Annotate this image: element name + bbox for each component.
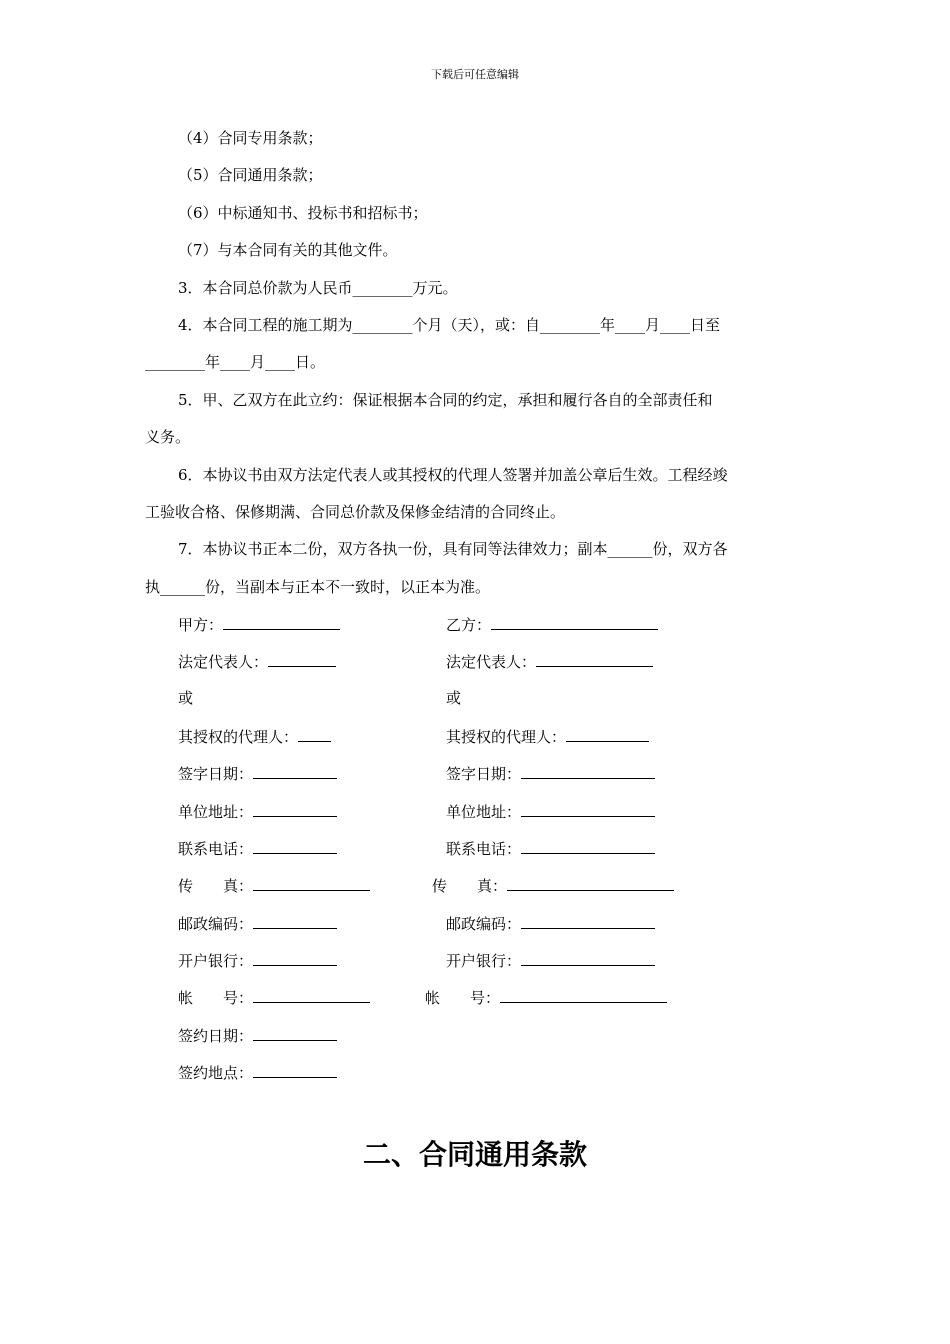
party-b-sign-date: 签字日期：: [446, 763, 655, 784]
party-b-agent: 其授权的代理人：: [446, 726, 649, 747]
party-b-postcode: 邮政编码：: [446, 913, 655, 934]
list-item: （6）中标通知书、投标书和招标书；: [178, 204, 428, 222]
party-b-or: 或: [446, 689, 462, 707]
clause-7-cont: 执______份，当副本与正本不一致时，以正本为准。: [145, 578, 491, 596]
party-b-address: 单位地址：: [446, 801, 655, 822]
party-a-rep: 法定代表人：: [178, 651, 336, 672]
party-a-fax: 传 真：: [178, 875, 370, 896]
clause-6: 6．本协议书由双方法定代表人或其授权的代理人签署并加盖公章后生效。工程经竣: [178, 466, 728, 484]
clause-5-cont: 义务。: [145, 428, 191, 446]
clause-4-cont: ________年____月____日。: [145, 353, 326, 371]
party-b-phone: 联系电话：: [446, 838, 655, 859]
clause-5: 5．甲、乙双方在此立约：保证根据本合同的约定，承担和履行各自的全部责任和: [178, 391, 713, 409]
party-a-sign-date: 签字日期：: [178, 763, 337, 784]
clause-6-cont: 工验收合格、保修期满、合同总价款及保修金结清的合同终止。: [145, 503, 566, 521]
clause-4: 4．本合同工程的施工期为________个月（天），或：自________年____月____日至: [178, 316, 721, 334]
section-title: 二、合同通用条款: [362, 1138, 587, 1171]
party-a-phone: 联系电话：: [178, 838, 337, 859]
party-a-account: 帐 号：: [178, 987, 370, 1008]
party-b-bank: 开户银行：: [446, 950, 655, 971]
party-b-rep: 法定代表人：: [446, 651, 653, 672]
page-header: 下载后可任意编辑: [431, 68, 519, 81]
party-a-address: 单位地址：: [178, 801, 337, 822]
party-a-label: 甲方：: [178, 614, 340, 635]
party-a-bank: 开户银行：: [178, 950, 337, 971]
party-b-label: 乙方：: [446, 614, 658, 635]
contract-sign-date: 签约日期：: [178, 1025, 337, 1046]
clause-7: 7．本协议书正本二份，双方各执一份，具有同等法律效力；副本______份，双方各: [178, 540, 728, 558]
party-a-agent: 其授权的代理人：: [178, 726, 331, 747]
party-b-account: 帐 号：: [425, 987, 667, 1008]
party-a-or: 或: [178, 689, 194, 707]
clause-3: 3．本合同总价款为人民币________万元。: [178, 279, 458, 297]
list-item: （5）合同通用条款；: [178, 166, 323, 184]
party-a-postcode: 邮政编码：: [178, 913, 337, 934]
list-item: （7）与本合同有关的其他文件。: [178, 241, 398, 259]
list-item: （4）合同专用条款；: [178, 129, 323, 147]
contract-sign-place: 签约地点：: [178, 1062, 337, 1083]
party-b-fax: 传 真：: [432, 875, 674, 896]
